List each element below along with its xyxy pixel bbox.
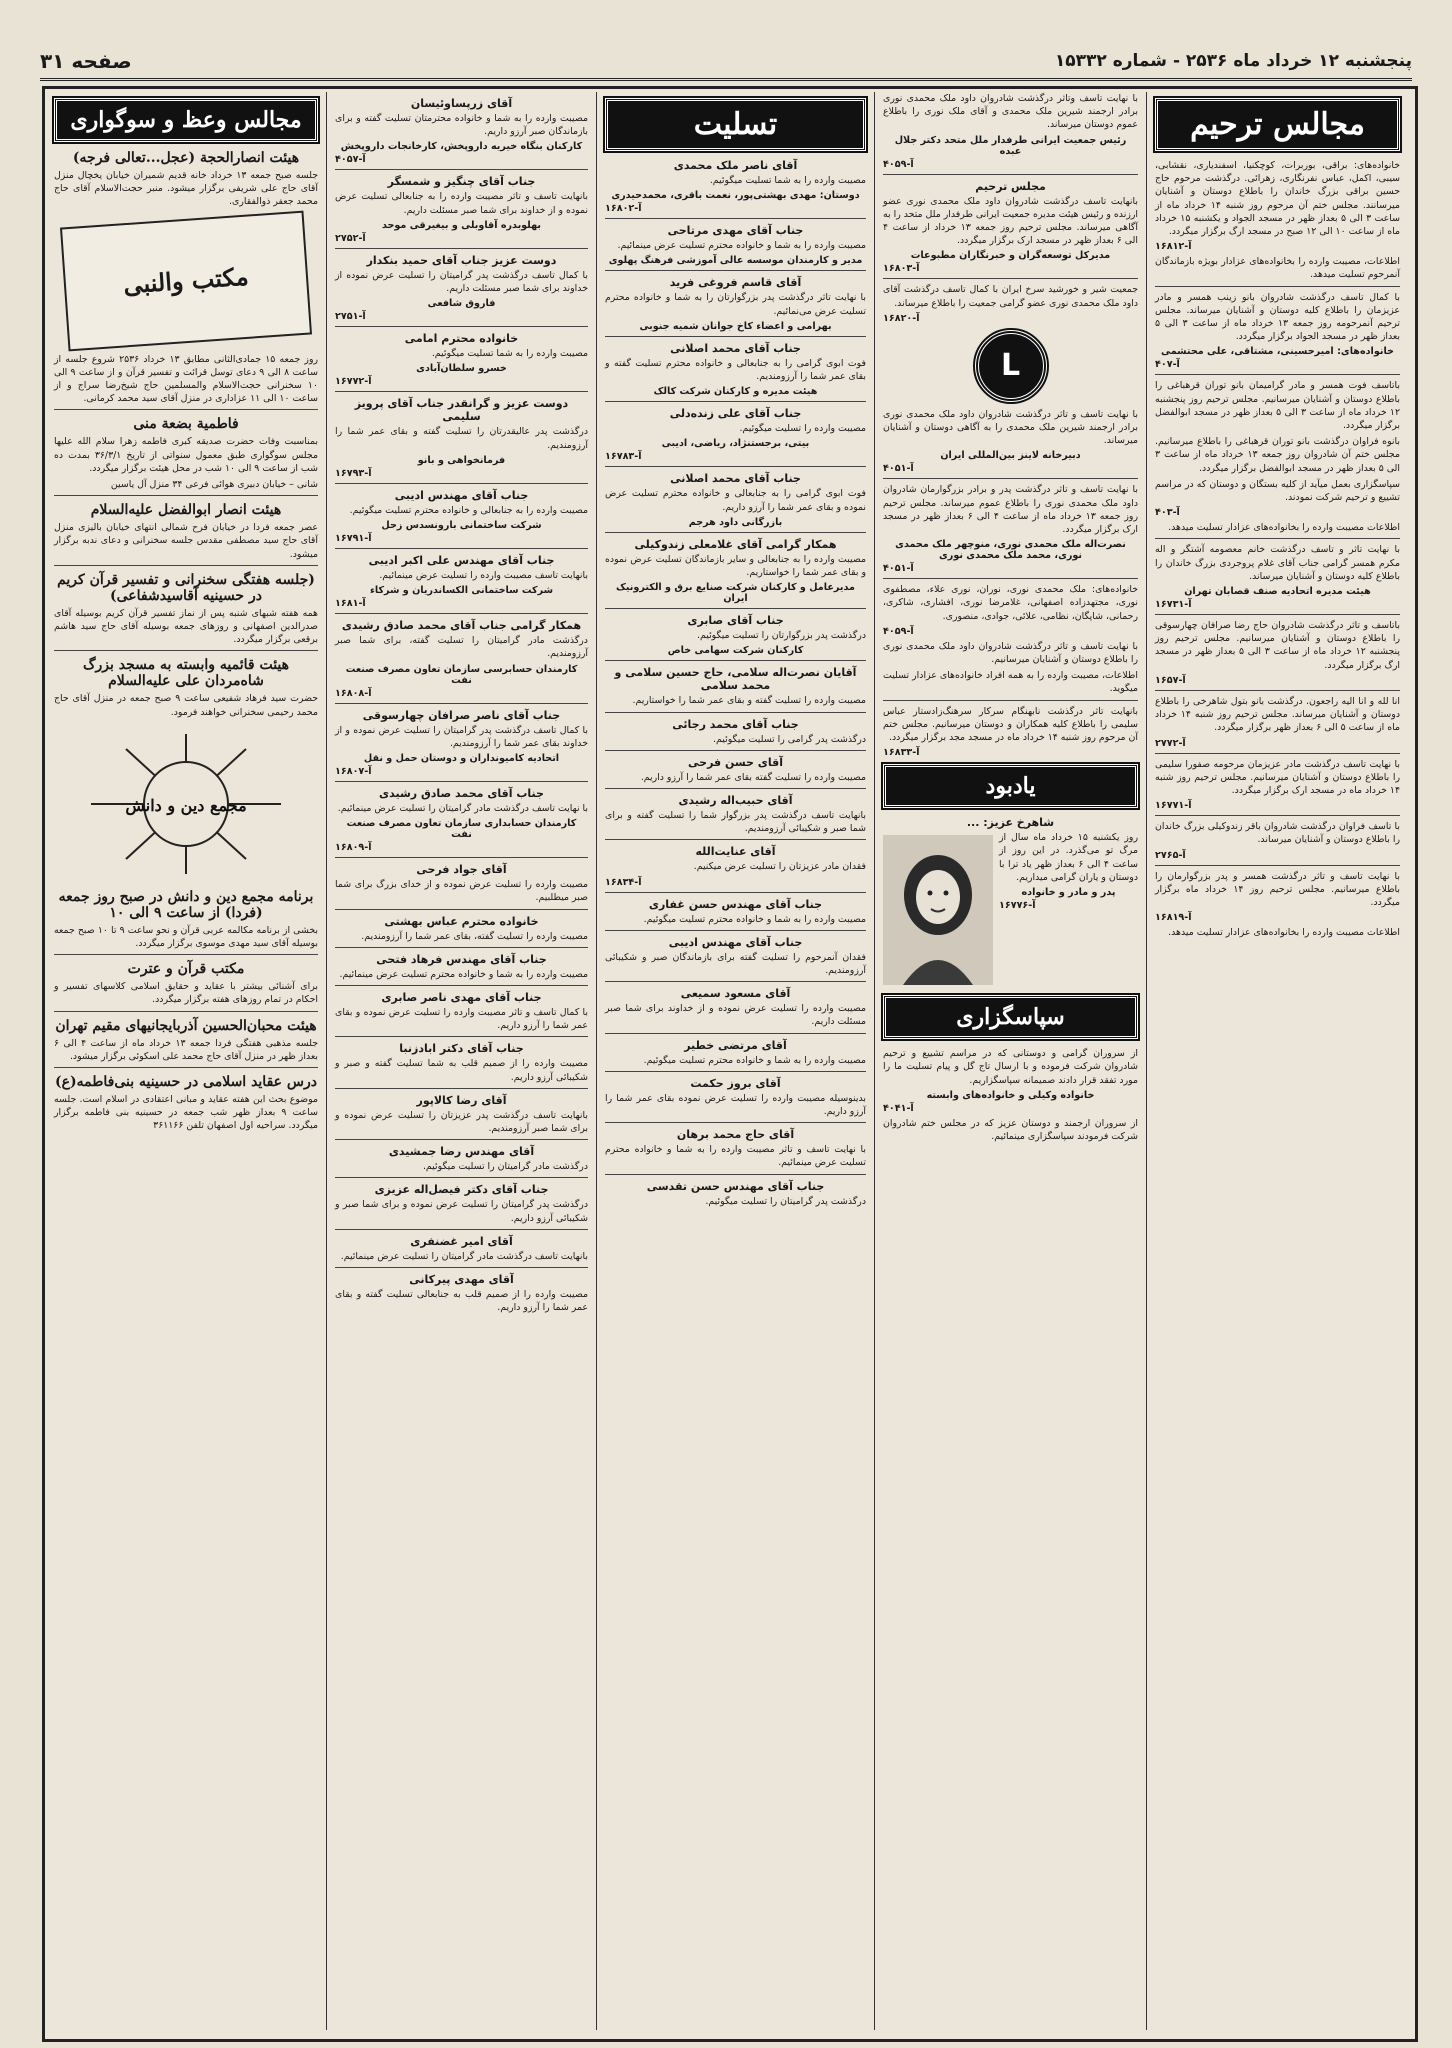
- notice-text: با نهایت تاسف و تاثر درگذشت پدر و برادر بزرگوارمان شادروان داود ملک محمدی نوری را باطلاع عموم میرساند. مجلس ترحیم روز جمعه ۱۳ خرداد ماه از ساعت ۴ الی ۶ بعداز ظهر در مسجد ارک برگزار میگردد.: [883, 484, 1138, 536]
- notice-signature: دبیرخانه لاینز بین‌المللی ایران: [940, 450, 1081, 462]
- ad-code: آ-۱۶۷۸۳: [605, 451, 642, 463]
- notice-text: درگذشت پدر گرامی را تسلیت میگوئیم.: [713, 733, 866, 745]
- notice-title: جناب آقای محمد صادق رشیدی: [379, 787, 544, 801]
- notice-title: جناب آقای دکتر ابادزنبا: [399, 1042, 524, 1056]
- notice-text: بانهایت تاسف درگذشت مادر گرامیتان را تسلیت عرض مینمائیم.: [340, 1250, 588, 1262]
- notice-text: مصیبت وارده را تسلیت عرض نموده و از خداوند برای شما صبر مسئلت داریم.: [605, 1003, 866, 1028]
- ad-code: آ-۲۷۷۲: [1155, 737, 1186, 749]
- ad-code: آ-۲۷۵۲: [335, 232, 366, 244]
- star-emblem: [76, 729, 296, 879]
- notice-title: دوست عزیز جناب آقای حمید بنکدار: [366, 253, 557, 267]
- notice-text: خانواده‌های: ملک محمدی نوری، نوران، نوری علاء، مصطفوی نوری، مجتهدزاده اصفهانی، غلامرضا نوری، افشاری، شاکری، رحمانی، شاپگان، نظامی، علائی، جوادی، منصوری.: [883, 584, 1138, 622]
- divider: [335, 548, 588, 549]
- notice-signature: مدیرعامل و کارکنان شرکت صنایع برق و الکترونیک ایران: [616, 582, 855, 605]
- notice-text: فقدان مادر عزیزتان را تسلیت عرض میکنیم.: [693, 861, 866, 873]
- ad-code: آ-۱۶۸۰۸: [335, 687, 372, 699]
- ad-code: آ-۱۶۷۹۱: [335, 533, 372, 545]
- notice-signature: نصرت‌اله ملک محمدی نوری، منوچهر ملک محمدی نوری، محمد ملک محمدی نوری: [895, 539, 1126, 562]
- ad-code: آ-۴۰۵۹: [883, 158, 914, 170]
- notice-text: مصیبت وارده را تسلیت عرض نموده و از خدای بزرگ برای شما صبر میطلبیم.: [335, 879, 588, 904]
- calligraphy-logo: مکتب والنبی: [60, 210, 312, 351]
- divider: [605, 788, 866, 789]
- ad-code: آ-۱۶۸۱۲: [1155, 241, 1192, 253]
- notice-title: جناب آقای دکتر فیصل‌اله عزیزی: [374, 1183, 549, 1197]
- notice-text: درگذشت پدر گرامیتان را تسلیت عرض نموده و برای شما صبر و شکیبائی آرزو داریم.: [335, 1199, 588, 1224]
- notice-text: با کمال تاسف و تاثر مصیبت وارده را تسلیت عرض نموده و بقای عمر شما را آرزو داریم.: [335, 1007, 588, 1032]
- notice-title: آقای مرتضی خطیر: [684, 1038, 787, 1052]
- notice-text: فوت ابوی گرامی را به جنابعالی و خانواده محترم تسلیت گفته و بقای عمر شما را آرزومندیم.: [605, 357, 866, 383]
- notice-text: جمعیت شیر و خورشید سرخ ایران با کمال تاسف درگذشت آقای داود ملک محمدی نوری عضو گرامی جمعیت را باطلاع میرساند.: [883, 284, 1138, 309]
- page-number: صفحه ۳۱: [40, 49, 132, 73]
- divider: [54, 409, 318, 410]
- divider: [335, 483, 588, 484]
- divider: [335, 248, 588, 249]
- notice-text: درگذشت مادر گرامیتان را تسلیت گفته، برای شما صبر آرزومندیم.: [335, 635, 588, 660]
- divider: [335, 1229, 588, 1230]
- divider: [605, 270, 866, 271]
- notice-text: مصیبت وارده را تسلیت میگوئیم.: [739, 423, 866, 435]
- divider: [335, 391, 588, 392]
- lions-club-emblem-icon: L: [975, 330, 1047, 402]
- divider: [54, 954, 318, 955]
- notice-text: با نهایت تاثر درگذشت پدر بزرگوارتان را به شما و خانواده محترم تسلیت عرض می‌نمائیم.: [605, 292, 866, 317]
- ad-code: آ-۴۰۵۹: [883, 625, 914, 637]
- ad-code: آ-۱۶۸۱: [335, 598, 366, 610]
- notice-signature: هیئت مدیره و کارکنان شرکت کالک: [653, 386, 818, 398]
- divider: [605, 336, 866, 337]
- notice-text: جلسه صبح جمعه ۱۳ خرداد خانه قدیم شمیران خیابان یخچال منزل آقای حاج علی شریفی برگزار میشود. منبر حجت‌الاسلام آقای حاج محمد جعفر ذوالفقاری.: [54, 170, 318, 208]
- notice-title: شاهرخ عزیز: ...: [966, 816, 1055, 830]
- ad-code: آ-۱۶۷۳۱: [1155, 599, 1192, 611]
- notice-title: خانواده محترم امامی: [404, 332, 519, 346]
- notice-text: مصیبت وارده را به جنابعالی و خانواده محترم تسلیت میگوئیم.: [349, 504, 588, 516]
- notice-text: با تاسف فراوان درگذشت شادروان باقر زندوکیلی بزرگ خاندان را باطلاع دوستان و آشنایان میرساند.: [1155, 821, 1400, 846]
- divider: [335, 781, 588, 782]
- portrait-photo: [883, 835, 993, 985]
- notice-text: بمناسبت وفات حضرت صدیقه کبری فاطمه زهرا سلام الله علیها مجلس سوگواری طبق معمول سنواتی از تاریخ ۳۶/۳/۱ بمدت ده شب از ساعت ۹ الی ۱۰ شب در محل هیئت برگزار میگردد.: [54, 436, 318, 474]
- section-banner-remembrance: یادبود: [883, 764, 1138, 808]
- notice-text: مصیبت وارده را تسلیت گفته، بقای عمر شما را آرزومندیم.: [361, 930, 588, 942]
- notice-text: شانی – خیابان دبیری هوائی فرعی ۳۴ منزل آل یاسین: [110, 479, 318, 491]
- divider: [883, 478, 1138, 479]
- notice-title: جناب آقای مهندس ادیبی: [394, 488, 529, 502]
- divider: [883, 700, 1138, 701]
- notice-text: حضرت سید فرهاد شفیعی ساعت ۹ صبح جمعه در منزل آقای حاج محمد رحیمی سخنرانی خواهند فرمود.: [54, 693, 318, 718]
- notice-signature: مدیرکل توسعه‌گران و خبرنگاران مطبوعات: [910, 250, 1111, 262]
- notice-title: آقای بروز حکمت: [690, 1076, 781, 1090]
- notice-text: مصیبت وارده را به شما و خانواده محترم تسلیت عرض مینمائیم.: [339, 968, 588, 980]
- notice-text: مصیبت وارده را به جنابعالی و سایر بازماندگان تسلیت عرض نموده و بقای عمر شما را خواستاریم.: [605, 553, 866, 579]
- divider: [605, 466, 866, 467]
- divider: [54, 1011, 318, 1012]
- notice-text: مصیبت وارده را از صمیم قلب به شما تسلیت گفته و صبر و شکیبائی آرزو داریم.: [335, 1058, 588, 1083]
- notice-text: مصیبت وارده را به شما و خانواده محترم تسلیت میگوئیم.: [643, 1054, 866, 1066]
- notice-text: برای آشنائی بیشتر با عقاید و حقایق اسلامی کلاسهای تفسیر و احکام در تمام روزهای هفته برگزار میگردد.: [54, 981, 318, 1006]
- notice-title: آقای مهدی پیرکانی: [409, 1273, 514, 1287]
- notice-text: از سروران ارجمند و دوستان عزیز که در مجلس ختم شادروان شرکت فرمودند سپاسگزاری مینمائیم.: [883, 1117, 1138, 1143]
- ad-code: آ-۱۶۸۰۷: [335, 766, 372, 778]
- notice-title: دوست عزیز و گرانقدر جناب آقای پرویز سلیمی: [354, 397, 569, 424]
- section-heading: هیئت انصار ابوالفضل علیه‌السلام: [90, 502, 282, 519]
- divider: [605, 712, 866, 713]
- notice-text: با کمال تاسف درگذشت شادروان بانو زینب همسر و مادر عزیزمان را باطلاع کلیه دوستان و آشنایان میرساند. مجلس ترحیم آنمرحومه روز جمعه ۱۳ خرداد ماه از ساعت ۳ الی ۵ بعداز ظهر در مسجد الجواد برگزار میگردد.: [1155, 291, 1400, 343]
- section-heading: مکتب قرآن و عترت: [127, 961, 245, 978]
- divider: [335, 703, 588, 704]
- notice-signature: خانواده‌های: امیرحسینی، مشتاقی، علی محتشمی: [1161, 346, 1394, 358]
- notice-text: با نهایت تاسف وتاثر درگذشت شادروان داود ملک محمدی نوری برادر ارجمند شیرین ملک محمدی و آقای ملک نوری را باطلاع عموم دوستان میرساند.: [883, 93, 1138, 131]
- notice-title: جناب آقای صابری: [687, 614, 784, 628]
- divider: [1155, 614, 1400, 615]
- notice-title: جناب آقای ناصر صرافان چهارسوقی: [362, 708, 561, 722]
- notice-text: با نهایت تاسف درگذشت مادر گرامیتان را تسلیت عرض مینمائیم.: [337, 803, 588, 815]
- divider: [883, 578, 1138, 579]
- notice-text: اطلاعات مصیبت وارده را بخانواده‌های عزادار تسلیت میدهد.: [1168, 927, 1400, 939]
- ad-code: آ-۴۰۳: [1155, 507, 1180, 519]
- notice-text: مصیبت وارده را به شما و خانواده محترم تسلیت عرض مینمائیم.: [617, 240, 866, 252]
- notice-title: آقای مهندس رضا جمشیدی: [388, 1145, 535, 1159]
- notice-text: اطلاعات، مصیبت وارده را به همه افراد خانواده‌های عزادار تسلیت میگوید.: [883, 670, 1138, 695]
- divider: [335, 326, 588, 327]
- notice-signature: بیتی، برجستنژاد، ریاضی، ادیبی: [661, 438, 810, 450]
- divider: [335, 857, 588, 858]
- ad-code: آ-۱۶۷۹۳: [335, 467, 372, 479]
- divider: [605, 608, 866, 609]
- notice-text: درگذشت پدر عالیقدرتان را تسلیت گفته و بقای عمر شما را آرزومندیم.: [335, 426, 588, 451]
- notice-text: با نهایت تاسف و تاثر درگذشت شادروان داود ملک محمدی نوری را باطلاع دوستان و آشنایان میرسانیم.: [883, 640, 1138, 666]
- notice-signature: کارمندان حسابرسی سازمان تعاون مصرف صنعت نفت: [345, 663, 578, 686]
- section-banner-sermons: مجالس وعظ و سوگواری: [54, 98, 318, 142]
- notice-text: مصیبت وارده را به شما تسلیت میگوئیم.: [431, 348, 588, 360]
- divider: [1155, 865, 1400, 866]
- notice-text: باتاسف و تاثر درگذشت شادروان حاج رضا صرافان چهارسوقی را باطلاع دوستان و آشنایان میرسانیم. مجلس ترحیم روز پنجشنبه ۱۲ خرداد ماه از ساعت ۳ الی ۵ بعداز ظهر در مسجد ارگ برگزار میگردد.: [1155, 620, 1400, 671]
- section-heading: هیئت قائمیه وابسته به مسجد بزرگ شاه‌مردان علی علیه‌السلام: [82, 657, 290, 690]
- notice-title: آقای زرپساوئیسان: [410, 97, 513, 110]
- notice-text: انا لله و انا الیه راجعون. درگذشت بانو بتول شاهرخی را باطلاع دوستان و آشنایان میرساند. مجلس ترحیم روز شنبه ۱۴ خرداد ماه از ساعت ۵ الی ۶ بعداز ظهر برگزار میگردد.: [1155, 695, 1400, 734]
- notice-text: موضوع بحث این هفته عقاید و مبانی اعتقادی در اسلام است. جلسه ساعت ۹ بعداز ظهر شب جمعه در حسینیه بنی فاطمه برگزار میگردد. سراحیه اول اصفهان تلفن ۳۶۱۱۶۶: [54, 1094, 318, 1132]
- notice-signature: بهرامی و اعضاء کاخ جوانان شمیه جنوبی: [639, 320, 832, 332]
- column-memorial-services-2: [874, 92, 1146, 2030]
- notice-text: با نهایت تاثر و تاسف درگذشت خانم معصومه آشتگر و اله مکرم همسر گرامی جناب آقای غلام پروجردی بزرگ خاندان را باطلاع کلیه دوستان و آشنایان میرساند.: [1155, 544, 1400, 582]
- star-emblem-title: مجمع دین و دانش: [125, 795, 247, 815]
- notice-title: جناب آقای مهندس حسن غفاری: [648, 897, 823, 911]
- notice-title: جناب آقای مهدی مرتاحی: [667, 224, 804, 238]
- divider: [605, 1033, 866, 1034]
- divider: [1155, 374, 1400, 375]
- notice-title: جناب آقای مهندس حسن تقدسی: [646, 1179, 825, 1193]
- section-heading: (جلسه هفتگی سخنرانی و تفسیر قرآن کریم در حسینیه آقاسیدشفاعی): [57, 571, 315, 604]
- notice-signature: اتحادیه کامیونداران و دوستان حمل و نقل: [363, 753, 560, 765]
- notice-text: بانوه فراوان درگذشت بانو توران قرهباغی را باطلاع میرسانیم. مجلس ختم آن شادروان روز جمعه ۱۳ خرداد ماه از ساعت ۳ الی ۵ بعداز ظهر در مسجد ابوالفضل برگزار میگردد.: [1155, 436, 1400, 474]
- ad-code: آ-۱۶۸۰۹: [335, 842, 372, 854]
- divider: [605, 750, 866, 751]
- notice-text: اطلاعات، مصیبت وارده را بخانواده‌های عزادار بویژه بازماندگان آنمرحوم تسلیت میدهد.: [1155, 256, 1400, 281]
- notice-text: بانهایت تاسف درگذشت شادروان داود ملک محمدی نوری عضو ارزنده و رئیس هیئت مدیره جمعیت ایرانی طرفدار ملل متحد را به آگاهی میرساند. مجلس ترحیم روز جمعه ۱۳ خرداد از ساعت ۴ الی ۶ بعداز ظهر در مسجد ارک برگزار میگردد.: [883, 195, 1138, 247]
- notice-title: همکار گرامی آقای غلامعلی زندوکیلی: [634, 537, 837, 551]
- ad-code: آ-۱۶۸۲۰: [883, 312, 920, 324]
- notice-title: جناب آقای مهندس علی اکبر ادیبی: [368, 554, 555, 568]
- notice-title: آقای حاج محمد برهان: [676, 1128, 795, 1142]
- ad-code: آ-۱۶۸۰۲: [605, 203, 642, 215]
- notice-text: اطلاعات مصیبت وارده را بخانواده‌های عزادار تسلیت میدهد.: [1168, 522, 1400, 534]
- ad-code: آ-۲۷۶۵: [1155, 849, 1186, 861]
- divider: [605, 892, 866, 893]
- notice-signature: دوستان: مهدی بهشتی‌پور، نعمت باقری، محمدحیدری: [611, 190, 860, 202]
- notice-text: مصیبت وارده را تسلیت گفته و بقای عمر شما را خواستاریم.: [632, 695, 866, 707]
- notice-signature: شرکت ساختمانی الکساندریان و شرکاء: [369, 585, 554, 597]
- notice-text: بدینوسیله مصیبت وارده را تسلیت عرض نموده بقای عمر شما را آرزو داریم.: [605, 1092, 866, 1118]
- divider: [335, 947, 588, 948]
- notice-title: آقای جواد فرحی: [416, 863, 507, 877]
- divider: [605, 660, 866, 661]
- notice-title: آقایان نصرت‌اله سلامی، حاج حسین سلامی و محمد سلامی: [614, 666, 857, 693]
- notice-text: با نهایت تاسف و تاثر درگذشت همسر و پدر بزرگوارمان را باطلاع میرسانیم. مجلس ترحیم روز ۱۴ خرداد ماه برگزار میگردد.: [1155, 870, 1401, 908]
- notice-text: مصیبت وارده را به شما تسلیت میگوئیم.: [709, 175, 866, 186]
- star-burst-icon: [76, 729, 296, 879]
- notice-text: خانواده‌های: براقی، بوربرات، کوچکنیا، اسفندیاری، نقشابی، سیبی، اکمل، عباس نفرنگاری، زهرائی. درگذشت مرحوم حاج حسین براقی بزرگ خاندان را باطلاع دوستان و آشنایان میرسانند. مجلس ختم آن مرحوم روز شنبه ۱۴ خرداد ماه از ساعت ۳ الی ۵ بعداز ظهر در مسجد الجواد و یکشنبه ۱۵ خرداد ماه از ساعت ۱۰ الی ۱۲ صبح در مسجد ارگ برگزار میگردد.: [1155, 160, 1400, 238]
- divider: [335, 1139, 588, 1140]
- notice-text: درگذشت پدر بزرگوارتان را تسلیت میگوئیم.: [697, 630, 866, 642]
- section-heading: درس عقاید اسلامی در حسینیه بنی‌فاطمه(ع): [55, 1074, 317, 1091]
- notice-text: روز جمعه ۱۵ جمادی‌الثانی مطابق ۱۳ خرداد ۲۵۳۶ شروع جلسه از ساعت ۸ الی ۹ دعای توسل قرائت و تفسیر قرآن و از ساعت ۹ الی ۱۰ سخنرانی حجت‌الاسلام والمسلمین حاج شیخ‌رضا سراج و از ساعت ۱۰ الی ۱۱ عزاداری در منزل آقای سید محمد کرمانی.: [54, 353, 318, 405]
- notice-text: فقدان آنمرحوم را تسلیت گفته برای بازماندگان صبر و شکیبائی آرزومندیم.: [605, 951, 866, 977]
- notice-text: با نهایت تاسف و تاثر مصیبت وارده را به شما و خانواده محترم تسلیت عرض مینمائیم.: [605, 1144, 866, 1169]
- divider: [1155, 286, 1400, 287]
- divider: [54, 650, 318, 651]
- divider: [883, 278, 1138, 279]
- ad-code: آ-۲۷۵۱: [335, 311, 366, 323]
- section-banner-condolences: تسلیت: [605, 98, 866, 151]
- divider: [335, 985, 588, 986]
- ad-code: آ-۴۰۵۱: [883, 563, 914, 575]
- divider: [54, 1067, 318, 1068]
- section-banner-memorial: مجالس ترحیم: [1155, 98, 1400, 151]
- ad-code: آ-۱۶۸۳۴: [605, 876, 642, 888]
- divider: [883, 174, 1138, 175]
- notice-title: جناب آقای علی زنده‌دلی: [669, 407, 802, 421]
- notice-signature: رئیس جمعیت ایرانی طرفدار ملل متحد دکتر جلال عبده: [894, 134, 1127, 157]
- ad-code: آ-۱۶۸۳۳: [883, 747, 920, 759]
- notice-text: درگذشت مادر گرامیتان را تسلیت میگوئیم.: [422, 1161, 588, 1173]
- notice-title: جناب آقای محمد اصلانی: [670, 341, 801, 355]
- notice-text: مصیبت وارده را از صمیم قلب به جنابعالی تسلیت گفته و بقای عمر شما را آرزو داریم.: [335, 1289, 588, 1314]
- notice-text: بانهایت تاسف و تاثر مصیبت وارده را به جنابعالی تسلیت عرض نموده و از خداوند برای شما صبر مسئلت داریم.: [335, 191, 588, 216]
- notice-signature: کارکنان شرکت سهامی خاص: [667, 645, 804, 657]
- divider: [605, 981, 866, 982]
- column-condolences-2: [326, 92, 596, 2030]
- notice-title: جناب آقای محمد رجائی: [672, 717, 799, 731]
- notice-text: با کمال تاسف درگذشت پدر گرامیتان را تسلیت عرض نموده از خداوند برای شما صبر مسئلت داریم.: [335, 269, 588, 295]
- ad-code: آ-۱۶۷۷۱: [1155, 800, 1192, 812]
- notice-title: جناب آقای محمد اصلانی: [670, 472, 801, 486]
- divider: [605, 1122, 866, 1123]
- notice-title: جناب آقای مهدی ناصر صابری: [381, 991, 542, 1005]
- notice-title: جناب آقای مهندس فرهاد فتحی: [376, 952, 547, 966]
- notice-text: بانهایت تاسف درگذشت پدر عزیزتان را تسلیت عرض نموده و برای شما صبر آرزومندیم.: [335, 1109, 588, 1135]
- divider: [605, 532, 866, 533]
- divider: [335, 909, 588, 910]
- ad-code: آ-۱۶۵۷: [1155, 674, 1186, 686]
- divider: [1155, 538, 1400, 539]
- notice-title: آقای حسن فرحی: [688, 755, 783, 769]
- divider: [335, 1088, 588, 1089]
- divider: [335, 1267, 588, 1268]
- divider: [605, 930, 866, 931]
- divider: [1155, 753, 1400, 754]
- page-header: [40, 44, 1412, 81]
- notice-title: آقای رضا کالاپور: [416, 1093, 507, 1107]
- notice-text: با نهایت تاسف و تاثر درگذشت شادروان داود ملک محمدی نوری برادر ارجمند شیرین ملک محمدی را به آگاهی دوستان و آشنایان میرساند.: [883, 408, 1138, 447]
- ad-code: آ-۴۰۷: [1155, 359, 1180, 371]
- notice-title: آقای حبیب‌اله رشیدی: [678, 794, 793, 808]
- divider: [605, 218, 866, 219]
- notice-title: جناب آقای چنگیز و شمسگر: [387, 175, 536, 189]
- notice-text: باتاسف فوت همسر و مادر گرامیمان بانو توران قرهباغی را باطلاع دوستان و آشنایان میرسانیم. مجلس ترحیم روز پنجشنبه ۱۲ خرداد ماه از ساعت ۳ الی ۵ بعداز ظهر در مسجد ابوالفضل برگزار میگردد.: [1155, 380, 1400, 432]
- notice-signature: خسرو سلطان‌آبادی: [416, 363, 507, 375]
- notice-signature: خانواده وکیلی و خانواده‌های وابسته: [926, 1089, 1095, 1101]
- ad-code: آ-۴۰۴۱: [883, 1102, 914, 1114]
- ad-code: آ-۴۰۵۷: [335, 154, 366, 166]
- divider: [605, 1174, 866, 1175]
- ad-code: آ-۴۰۵۱: [883, 463, 914, 475]
- section-banner-thanks: سپاسگزاری: [883, 995, 1138, 1039]
- ad-code: آ-۱۶۸۱۹: [1155, 912, 1192, 924]
- divider: [335, 169, 588, 170]
- notice-signature: مدیر و کارمندان موسسه عالی آموزشی فرهنگ پهلوی: [608, 255, 863, 267]
- column-sermons-mourning: [46, 92, 326, 2030]
- divider: [1155, 690, 1400, 691]
- portrait-illustration: [883, 835, 993, 985]
- notice-text: سپاسگزاری بعمل میآید از کلیه بستگان و دوستان که در مراسم تشییع و ترحیم شرکت نمودند.: [1155, 478, 1400, 504]
- notice-text: از سروران گرامی و دوستانی که در مراسم تشییع و ترحیم شادروان شرکت فرموده و با ارسال تاج گل و پیام تسلیت ما را مورد تفقد قرار دادند صمیمانه سپاسگزاریم.: [883, 1048, 1138, 1086]
- section-heading: برنامه مجمع دین و دانش در صبح روز جمعه (فردا) از ساعت ۹ الی ۱۰: [58, 888, 314, 921]
- notice-signature: فاروق شافعی: [427, 298, 496, 310]
- notice-signature: فرمانخواهی و بانو: [417, 454, 506, 466]
- notice-title: همکار گرامی جناب آقای محمد صادق رشیدی: [341, 619, 582, 633]
- notice-text: همه هفته شبهای شنبه پس از نماز تفسیر قرآن کریم بوسیله آقای صدرالدین اصفهانی و روزهای جمعه بوسیله آقای حاج سید هاشم برقعی برگزار میگردد.: [54, 607, 318, 646]
- notice-text: روز یکشنبه ۱۵ خرداد ماه سال از مرگ تو می‌گذرد. در این روز از ساعت ۴ الی ۶ بعداز ظهر یاد ترا با دوستان و یاران گرامی میداریم.: [999, 832, 1138, 883]
- notice-signature: بازرگانی داود هرجم: [688, 516, 783, 528]
- notice-signature: پدر و مادر و خانواده: [1021, 887, 1116, 899]
- notice-title: خانواده محترم عباس بهشتی: [384, 914, 539, 928]
- divider: [1155, 815, 1400, 816]
- notice-title: آقای قاسم فروغی فرید: [669, 276, 802, 290]
- notice-text: بانهایت تاثر درگذشت نابهنگام سرکار سرهنگ‌زادستار عباس سلیمی را باطلاع کلیه همکاران و دوستان میرسانیم. مجلس ختم آن مرحوم روز شنبه ۱۴ خرداد ماه در مسجد مجد برگزار میگردد.: [883, 705, 1138, 744]
- notice-text: مصیبت وارده را به شما و خانواده محترمتان تسلیت گفته و برای بازماندگان صبر آرزو داریم.: [335, 113, 588, 138]
- section-heading: هیئت محبان‌الحسین آذربایجانیهای مقیم تهران: [55, 1017, 317, 1034]
- divider: [605, 1071, 866, 1072]
- notice-signature: کارکنان بنگاه خیریه داروپخش، کارخانجات داروپخش: [340, 141, 583, 153]
- dateline: پنجشنبه ۱۲ خرداد ماه ۲۵۳۶ - شماره ۱۵۳۳۲: [1054, 51, 1412, 71]
- divider: [54, 565, 318, 566]
- notice-text: جلسه مذهبی هفتگی فردا جمعه ۱۳ خرداد ماه از ساعت ۴ الی ۶ بعداز ظهر در منزل آقای حاج محمد علی اسکوئی برگزار میشود.: [54, 1037, 318, 1062]
- notice-text: بانهایت تاسف درگذشت پدر بزرگوار شما را تسلیت گفته و برای شما صبر و شکیبائی آرزومندیم.: [605, 810, 866, 835]
- divider: [335, 613, 588, 614]
- divider: [335, 1036, 588, 1037]
- ad-code: آ-۱۶۸۰۳: [883, 263, 920, 275]
- ad-code: آ-۱۶۷۷۲: [335, 376, 372, 388]
- notice-signature: هیئت مدیره اتحادیه صنف قصابان تهران: [1184, 586, 1371, 598]
- section-heading: فاطمیة بضعة منی: [133, 416, 239, 433]
- column-condolences: [596, 92, 874, 2030]
- divider: [335, 1177, 588, 1178]
- notice-text: با کمال تاسف درگذشت پدر گرامیتان را تسلیت عرض نموده و از خداوند بقای عمر شما را آرزومندیم.: [335, 724, 588, 749]
- notice-title: آقای ناصر ملک محمدی: [673, 159, 798, 172]
- notice-text: با نهایت تاسف درگذشت مادر عزیزمان مرحومه صفورا سلیمی را باطلاع دوستان و آشنایان میرسانیم. مجلس ترحیم روز شنبه ۱۴ خرداد ماه در مسجد ارک برگزار میگردد.: [1155, 758, 1400, 796]
- notice-text: مصیبت وارده را به شما و خانواده محترم تسلیت میگوئیم.: [643, 913, 866, 925]
- notice-title: جناب آقای مهندس ادیبی: [668, 935, 803, 949]
- notice-title: آقای مسعود سمیعی: [680, 987, 791, 1001]
- divider: [605, 839, 866, 840]
- notice-text: درگذشت پدر گرامیتان را تسلیت میگوئیم.: [705, 1195, 866, 1207]
- notice-title: آقای امیر غضنفری: [410, 1234, 513, 1248]
- notice-text: بانهایت تاسف مصیبت وارده را تسلیت عرض مینمائیم.: [379, 570, 588, 582]
- notice-text: عصر جمعه فردا در خیابان فرح شمالی انتهای خیابان بالیزی منزل آقای حاج سید مصطفی مقدس جلسه سخنرانی و دعای ندبه برگزار میشود.: [54, 522, 318, 560]
- notice-text: بخشی از برنامه مکالمه عربی قرآن و نحو ساعت ۹ تا ۱۰ صبح جمعه بوسیله آقای سید مهدی موسوی برگزار میگردد.: [54, 924, 318, 950]
- notice-title: مجلس ترحیم: [975, 179, 1046, 193]
- notice-signature: بهلوبدره آقاوبلی و بیغیرقی موحد: [381, 219, 542, 231]
- divider: [54, 495, 318, 496]
- notice-title: آقای عنایت‌الله: [695, 845, 776, 859]
- divider: [605, 401, 866, 402]
- notice-text: فوت ابوی گرامی را به جنابعالی و خانواده محترم تسلیت عرض نموده و بقای عمر شما را آرزو داریم.: [605, 488, 866, 513]
- column-memorial-services: [1146, 92, 1408, 2030]
- ad-code: آ-۱۶۷۷۶: [999, 900, 1036, 912]
- notice-signature: شرکت ساختمانی بارونسدس زحل: [381, 520, 542, 532]
- section-heading: هیئت انصارالحجة (عجل...تعالی فرجه): [72, 150, 300, 166]
- notice-text: مصیبت وارده را تسلیت گفته بقای عمر شما را آرزو داریم.: [640, 771, 866, 783]
- notice-signature: کارمندان حسابداری سازمان تعاون مصرف صنعت نفت: [346, 818, 577, 841]
